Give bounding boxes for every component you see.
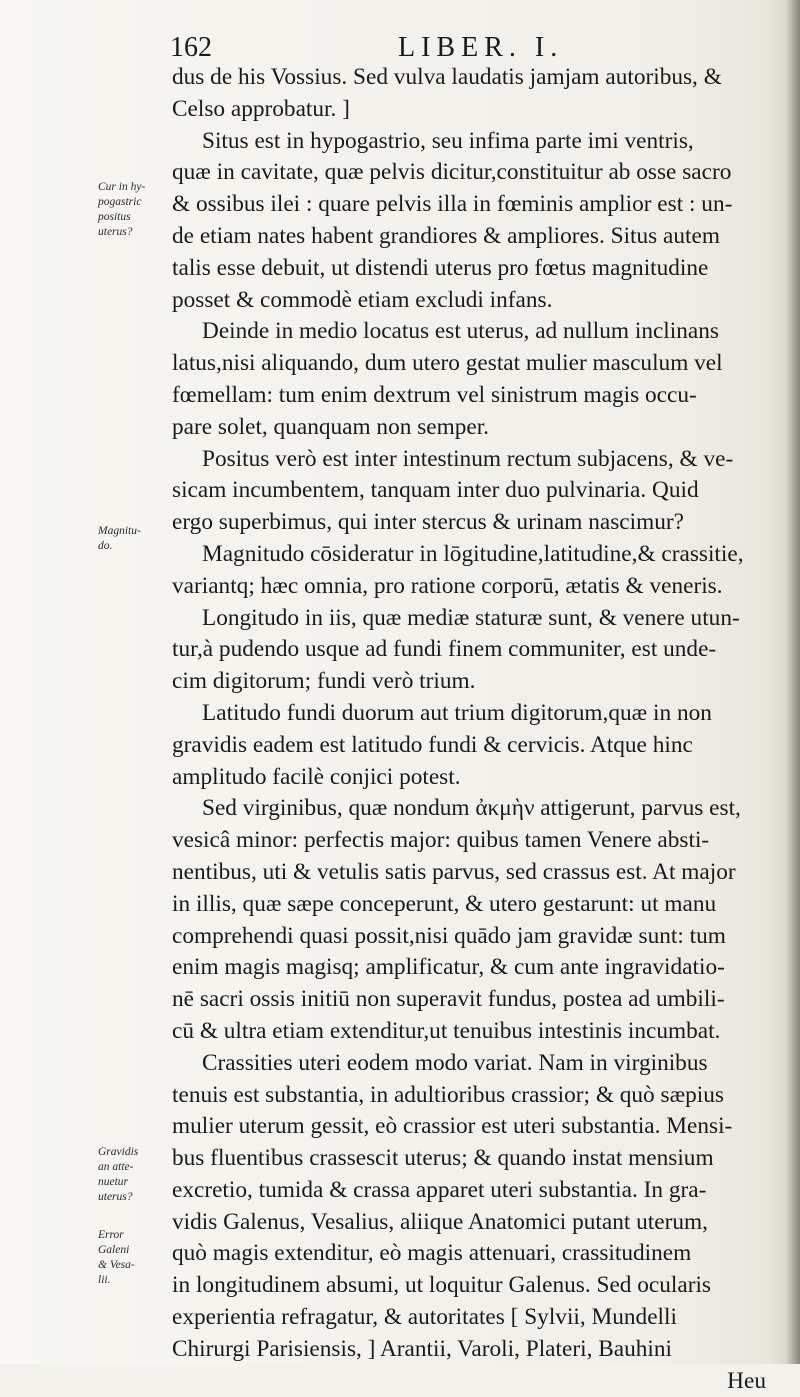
text-line: bus fluentibus crassescit uterus; & quando instat mensium (172, 1145, 714, 1172)
text-line: & ossibus ilei : quare pelvis illa in fœminis amplior est : un- (172, 191, 733, 218)
text-line: in illis, quæ sæpe conceperunt, & utero gestarunt: ut manu (172, 890, 717, 917)
text-line: pare solet, quanquam non semper. (172, 413, 490, 440)
text-line: amplitudo facilè conjici potest. (172, 763, 461, 790)
text-line: de etiam nates habent grandiores & ampliores. Situs autem (172, 222, 720, 249)
text-line: excretio, tumida & crassa apparet uteri substantia. In gra- (172, 1176, 707, 1203)
text-line: vesicâ minor: perfectis major: quibus tamen Venere absti- (172, 827, 710, 854)
text-line: tur,à pudendo usque ad fundi finem communiter, est unde- (172, 636, 717, 663)
text-line: ergo superbimus, qui inter stercus & urinam nascimur? (172, 509, 684, 536)
text-line: gravidis eadem est latitudo fundi & cervicis. Atque hinc (172, 731, 693, 758)
text-line: Celso approbatur. ] (172, 95, 350, 122)
margin-note-magnitudo: Magnitu- do. (98, 525, 141, 552)
text-line: variantq; hæc omnia, pro ratione corporū, ætatis & veneris. (172, 572, 723, 599)
text-line: vidis Galenus, Vesalius, aliique Anatomici putant uterum, (172, 1208, 708, 1235)
text-line: Chirurgi Parisiensis, ] Arantii, Varoli, Plateri, Bauhini (172, 1335, 672, 1362)
body-text (172, 62, 782, 1397)
text-line: tenuis est substantia, in adultioribus crassior; & quò sæpius (172, 1081, 724, 1108)
text-line: Crassities uteri eodem modo variat. Nam in virginibus (202, 1049, 708, 1076)
text-line: posset & commodè etiam excludi infans. (172, 286, 553, 313)
text-line: Deinde in medio locatus est uterus, ad nullum inclinans (202, 318, 719, 345)
margin-note-gravidis: Gravidis an atte- nuetur uterus? (98, 1146, 139, 1203)
page-number: 162 (170, 32, 212, 63)
running-head: LIBER. I. (398, 32, 564, 63)
text-line: experientia refragatur, & autoritates [ Sylvii, Mundelli (172, 1304, 677, 1331)
text-line: talis esse debuit, ut distendi uterus pro fœtus magnitudine (172, 254, 709, 281)
text-line: fœmellam: tum enim dextrum vel sinistrum magis occu- (172, 381, 697, 408)
text-line: sicam incumbentem, tanquam inter duo pulvinaria. Quid (172, 477, 699, 504)
text-line: nentibus, uti & vetulis satis parvus, sed crassus est. At major (172, 858, 736, 885)
margin-note-error-galeni: Error Galeni & Vesa- lii. (98, 1229, 135, 1286)
margin-note-situs: Cur in hy- pogastric positus uterus? (98, 181, 146, 238)
text-line: Longitudo in iis, quæ mediæ staturæ sunt, & venere utun- (202, 604, 740, 631)
text-line: enim magis magisq; amplificatur, & cum ante ingravidatio- (172, 954, 725, 981)
text-line: mulier uterum gessit, eò crassior est uteri substantia. Mensi- (172, 1113, 733, 1140)
text-line: comprehendi quasi possit,nisi quādo jam gravidæ sunt: tum (172, 922, 726, 949)
page-edge-shadow (786, 0, 800, 1364)
text-line: latus,nisi aliquando, dum utero gestat mulier masculum vel (172, 350, 723, 377)
text-line: Situs est in hypogastrio, seu infima parte imi ventris, (202, 127, 694, 154)
text-line: cū & ultra etiam extenditur,ut tenuibus intestinis incumbat. (172, 1017, 721, 1044)
text-line: quæ in cavitate, quæ pelvis dicitur,constituitur ab osse sacro (172, 159, 732, 186)
text-line: Positus verò est inter intestinum rectum subjacens, & ve- (202, 445, 734, 472)
text-line: Magnitudo cōsideratur in lōgitudine,latitudine,& crassitie, (202, 540, 744, 567)
text-line: Sed virginibus, quæ nondum ἀκμὴν attigerunt, parvus est, (202, 795, 741, 822)
text-line: quò magis extenditur, eò magis attenuari, crassitudinem (172, 1240, 692, 1267)
text-line: cim digitorum; fundi verò trium. (172, 668, 476, 695)
catchword: Heu (727, 1367, 766, 1394)
text-line: nē sacri ossis initiū non superavit fundus, postea ad umbili- (172, 986, 725, 1013)
text-line: dus de his Vossius. Sed vulva laudatis jamjam autoribus, & (172, 64, 722, 90)
text-line: in longitudinem absumi, ut loquitur Galenus. Sed ocularis (172, 1272, 712, 1299)
text-line: Latitudo fundi duorum aut trium digitorum,quæ in non (202, 699, 712, 726)
